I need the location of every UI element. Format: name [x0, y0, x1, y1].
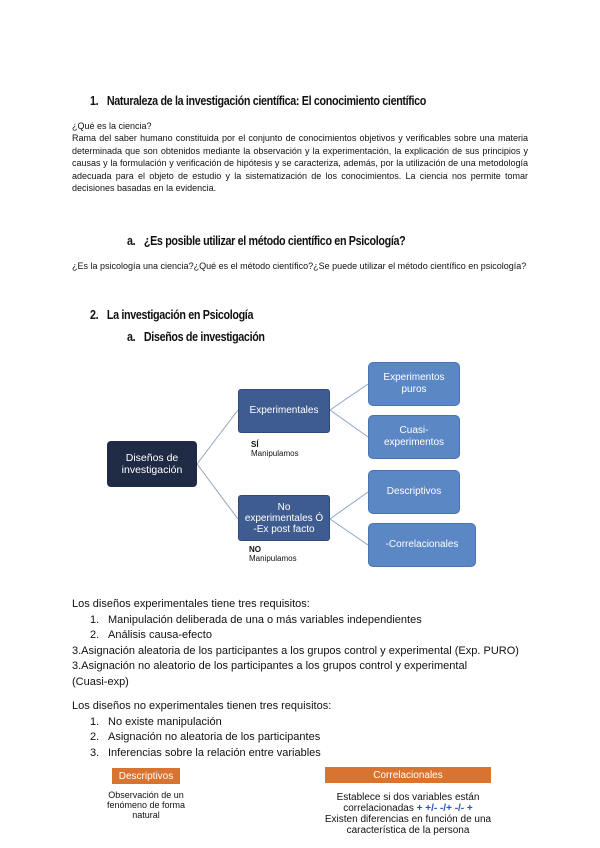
noexp-requirement-3-text: Inferencias sobre la relación entre variables	[108, 746, 321, 759]
experimental-requirements	[72, 597, 519, 690]
corr-line-1: Establece si dos variables están	[336, 792, 480, 803]
noexp-requirement-2	[72, 730, 331, 746]
corr-line-2-text: correlacionadas	[343, 803, 414, 814]
exp-requirement-1-num: 1.	[90, 613, 100, 626]
correlacionales-tag: Correlacionales	[325, 767, 491, 783]
exp-requirement-2-num: 2.	[90, 629, 100, 641]
noexp-requirement-2-text: Asignación no aleatoria de los participantes	[108, 731, 321, 743]
noexp-requirement-1-num: 1.	[90, 715, 100, 728]
noexp-requirement-1-text: No existe manipulación	[108, 715, 222, 728]
science-definition: Rama del saber humano constituida por el conjunto de conocimientos objetivos y verificables sobre una materia determinada que son obtenidos mediante la observación y la experimentación, la explicación de sus principios y causas y la formulación y verificación de hipótesis y se caracteriza, además, por la utilización de una metodología adecuada para el objeto de estudio y la sistematización de los conocimientos. La ciencia nos permite tomar decisiones basadas en la evidencia.	[72, 133, 528, 193]
connector-exp-cuasi	[330, 410, 368, 437]
section-2a-number: a.	[127, 330, 136, 344]
section-1-title: Naturaleza de la investigación científica: El conocimiento científico	[106, 94, 427, 108]
connector-root-noexperimentales	[197, 464, 238, 519]
no-experimentales-box: No experimentales Ó -Ex post facto	[238, 495, 330, 541]
exp-requirement-2	[72, 628, 519, 644]
correlacionales-box: -Correlacionales	[368, 523, 476, 567]
noexp-requirement-3	[72, 746, 331, 762]
descriptivos-box: Descriptivos	[368, 470, 460, 514]
section-1-number: 1.	[90, 94, 99, 108]
noexp-requirements-intro: Los diseños no experimentales tienen tres requisitos:	[72, 700, 332, 712]
descriptivos-tag: Descriptivos	[112, 768, 180, 784]
noexp-requirement-2-num: 2.	[90, 731, 100, 743]
root-designs-box: Diseños de investigación	[107, 441, 197, 487]
section-2a-title: Diseños de investigación	[143, 330, 265, 344]
non-experimental-requirements	[72, 699, 331, 761]
experimentos-puros-box: Experimentos puros	[368, 362, 460, 406]
descriptivos-caption: Observación de un fenómeno de forma natural	[106, 790, 186, 820]
corr-line-4: característica de la persona	[346, 825, 470, 836]
manipulation-no-text: Manipulamos	[249, 554, 297, 563]
connector-noexp-correlacionales	[330, 519, 368, 545]
exp-requirement-1	[72, 613, 519, 629]
manipulation-no-note	[249, 545, 297, 563]
connector-exp-puros	[330, 384, 368, 410]
exp-requirement-1-text: Manipulación deliberada de una o más variables independientes	[108, 613, 422, 626]
section-2-title: La investigación en Psicología	[106, 308, 254, 322]
experimentales-box: Experimentales	[238, 389, 330, 433]
section-1a-title: ¿Es posible utilizar el método científico en Psicología?	[143, 234, 406, 248]
cuasi-experimentos-box: Cuasi-experimentos	[368, 415, 460, 459]
manipulation-no-label: NO	[249, 545, 261, 554]
section-1a-number: a.	[127, 234, 136, 248]
exp-requirement-4-line2: (Cuasi-exp)	[72, 675, 129, 688]
correlacionales-caption	[300, 792, 516, 836]
section-2-number: 2.	[90, 308, 99, 322]
noexp-requirement-1	[72, 715, 331, 731]
manipulation-yes-note	[251, 440, 299, 458]
corr-line-3: Existen diferencias en función de una	[324, 814, 492, 825]
corr-line-2	[300, 803, 516, 814]
science-question: ¿Qué es la ciencia?	[72, 121, 152, 131]
connector-root-experimentales	[197, 410, 238, 464]
manipulation-yes-text: Manipulamos	[251, 449, 299, 458]
psychology-questions: ¿Es la psicología una ciencia?¿Qué es el método científico?¿Se puede utilizar el método científico en psicología?	[72, 261, 527, 271]
noexp-requirement-3-num: 3.	[90, 746, 100, 759]
corr-signs: + +/- -/+ -/- +	[416, 803, 473, 814]
exp-requirements-intro: Los diseños experimentales tiene tres requisitos:	[72, 598, 310, 610]
exp-requirement-2-text: Análisis causa-efecto	[108, 629, 212, 641]
exp-requirement-4-line1: 3.Asignación no aleatorio de los participantes a los grupos control y experimental	[72, 660, 468, 672]
connector-noexp-descriptivos	[330, 492, 368, 519]
exp-requirement-3: 3.Asignación aleatoria de los participantes a los grupos control y experimental (Exp. PURO)	[72, 644, 519, 657]
manipulation-yes-label: SÍ	[251, 440, 259, 449]
